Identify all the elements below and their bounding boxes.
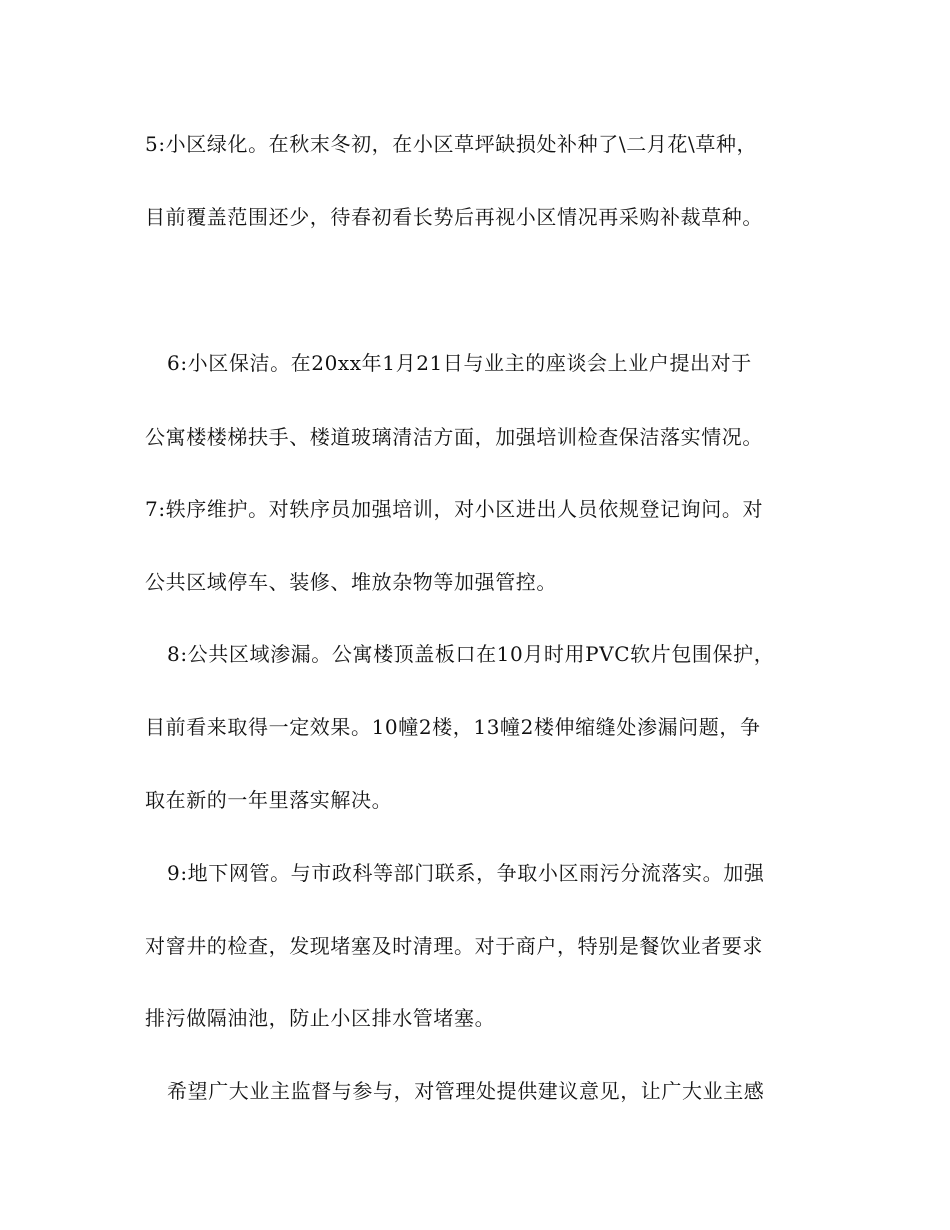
text-line-item8-b: 目前看来取得一定效果。10幢2楼，13幢2楼伸缩缝处渗漏问题，争: [145, 715, 761, 739]
text-line-item7-a: 7:轶序维护。对轶序员加强培训，对小区进出人员依规登记询问。对: [145, 497, 764, 521]
text-line-item5-b: 目前覆盖范围还少，待春初看长势后再视小区情况再采购补裁草种。: [145, 205, 763, 229]
text-line-item6-a: 6:小区保洁。在20xx年1月21日与业主的座谈会上业户提出对于: [167, 351, 752, 375]
text-line-item7-b: 公共区域停车、装修、堆放杂物等加强管控。: [145, 570, 557, 594]
text-line-item8-a: 8:公共区域渗漏。公寓楼顶盖板口在10月时用PVC软片包围保护，: [167, 642, 775, 666]
text-line-item9-a: 9:地下网管。与市政科等部门联系，争取小区雨污分流落实。加强: [167, 861, 765, 885]
text-line-closing: 希望广大业主监督与参与，对管理处提供建议意见，让广大业主感: [167, 1079, 765, 1103]
text-line-item5-a: 5:小区绿化。在秋末冬初，在小区草坪缺损处补种了\二月花\草种，: [145, 132, 758, 156]
text-line-item9-b: 对窨井的检查，发现堵塞及时清理。对于商户，特别是餐饮业者要求: [145, 934, 763, 958]
text-line-item9-c: 排污做隔油池，防止小区排水管堵塞。: [145, 1006, 496, 1030]
text-line-item8-c: 取在新的一年里落实解决。: [145, 788, 393, 812]
text-line-item6-b: 公寓楼楼梯扶手、楼道玻璃清洁方面，加强培训检查保洁落实情况。: [145, 425, 763, 449]
